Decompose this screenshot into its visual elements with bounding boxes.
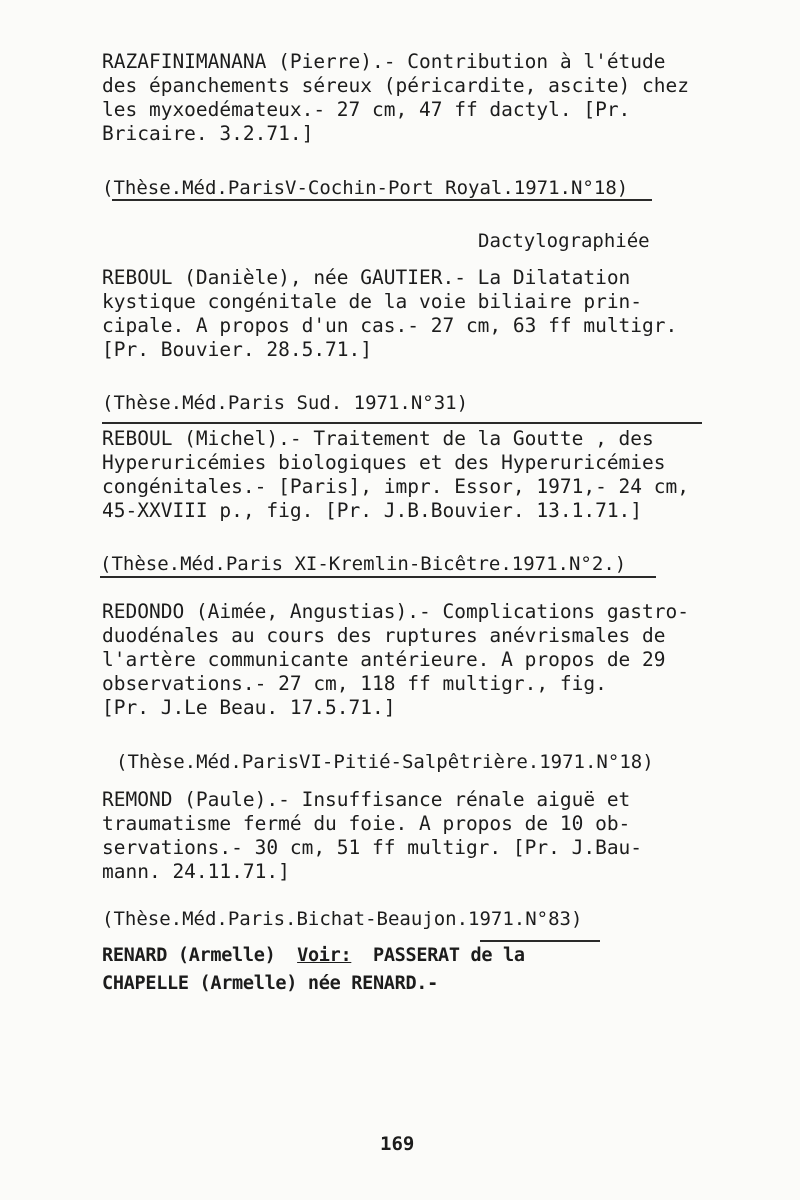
entry-line: les myxoedémateux.- 27 cm, 47 ff dactyl. [Pr. — [102, 98, 631, 121]
entry-line: Bricaire. 3.2.71.] — [102, 122, 314, 145]
thesis-source: (Thèse.Méd.ParisVI-Pitié-Salpêtrière.1971.N°18) — [116, 751, 654, 773]
cross-reference-target: PASSERAT de la — [373, 945, 525, 966]
entry-reboul-michel — [102, 427, 712, 523]
entry-line: l'artère communicante antérieure. A propos de 29 — [102, 648, 666, 671]
entry-line: servations.- 30 cm, 51 ff multigr. [Pr. J.Bau- — [102, 836, 643, 859]
entry-line: REDONDO (Aimée, Angustias).- Complications gastro- — [102, 600, 689, 623]
entry-line: RAZAFINIMANANA (Pierre).- Contribution à l'étude — [102, 50, 666, 73]
entry-line: 45-XXVIII p., fig. [Pr. J.B.Bouvier. 13.1.71.] — [102, 499, 643, 522]
entry-line: [Pr. J.Le Beau. 17.5.71.] — [102, 696, 396, 719]
entry-redondo — [102, 600, 742, 720]
entry-line: [Pr. Bouvier. 28.5.71.] — [102, 338, 373, 361]
entry-line: duodénales au cours des ruptures anévrismales de — [102, 624, 666, 647]
entry-line: cipale. A propos d'un cas.- 27 cm, 63 ff multigr. — [102, 314, 678, 337]
entry-line: kystique congénitale de la voie biliaire prin- — [102, 290, 643, 313]
entry-line: REBOUL (Danièle), née GAUTIER.- La Dilatation — [102, 266, 631, 289]
entry-line: observations.- 27 cm, 118 ff multigr., fig. — [102, 672, 607, 695]
entry-line: REMOND (Paule).- Insuffisance rénale aiguë et — [102, 788, 631, 811]
thesis-source: (Thèse.Méd.Paris Sud. 1971.N°31) — [102, 392, 469, 414]
cross-reference-renard — [102, 942, 525, 998]
thesis-source: (Thèse.Méd.Paris XI-Kremlin-Bicêtre.1971.N°2.) — [100, 553, 627, 575]
entry-line: des épanchements séreux (péricardite, ascite) chez — [102, 74, 689, 97]
entry-line: congénitales.- [Paris], impr. Essor, 1971,- 24 cm, — [102, 475, 689, 498]
entry-line: mann. 24.11.71.] — [102, 860, 290, 883]
entry-reboul-daniele — [102, 266, 712, 362]
entry-line: REBOUL (Michel).- Traitement de la Goutte , des — [102, 427, 654, 450]
dactylographiee-note: Dactylographiée — [478, 230, 650, 252]
cross-reference-name: RENARD (Armelle) — [102, 945, 276, 966]
voir-label: Voir: — [297, 945, 352, 966]
entry-razafinimanana — [102, 50, 712, 146]
thesis-source: (Thèse.Méd.Paris.Bichat-Beaujon.1971.N°83) — [102, 908, 583, 930]
page-number: 169 — [380, 1133, 415, 1155]
thesis-source: (Thèse.Méd.ParisV-Cochin-Port Royal.1971.N°18) — [102, 177, 629, 199]
underline-rule — [100, 576, 656, 578]
entry-line: traumatisme fermé du foie. A propos de 10 ob- — [102, 812, 631, 835]
separator-rule — [102, 422, 702, 424]
cross-reference-line — [102, 942, 525, 970]
entry-remond — [102, 788, 712, 884]
entry-line: Hyperuricémies biologiques et des Hyperuricémies — [102, 451, 666, 474]
underline-rule — [112, 199, 652, 201]
cross-reference-line: CHAPELLE (Armelle) née RENARD.- — [102, 973, 438, 994]
